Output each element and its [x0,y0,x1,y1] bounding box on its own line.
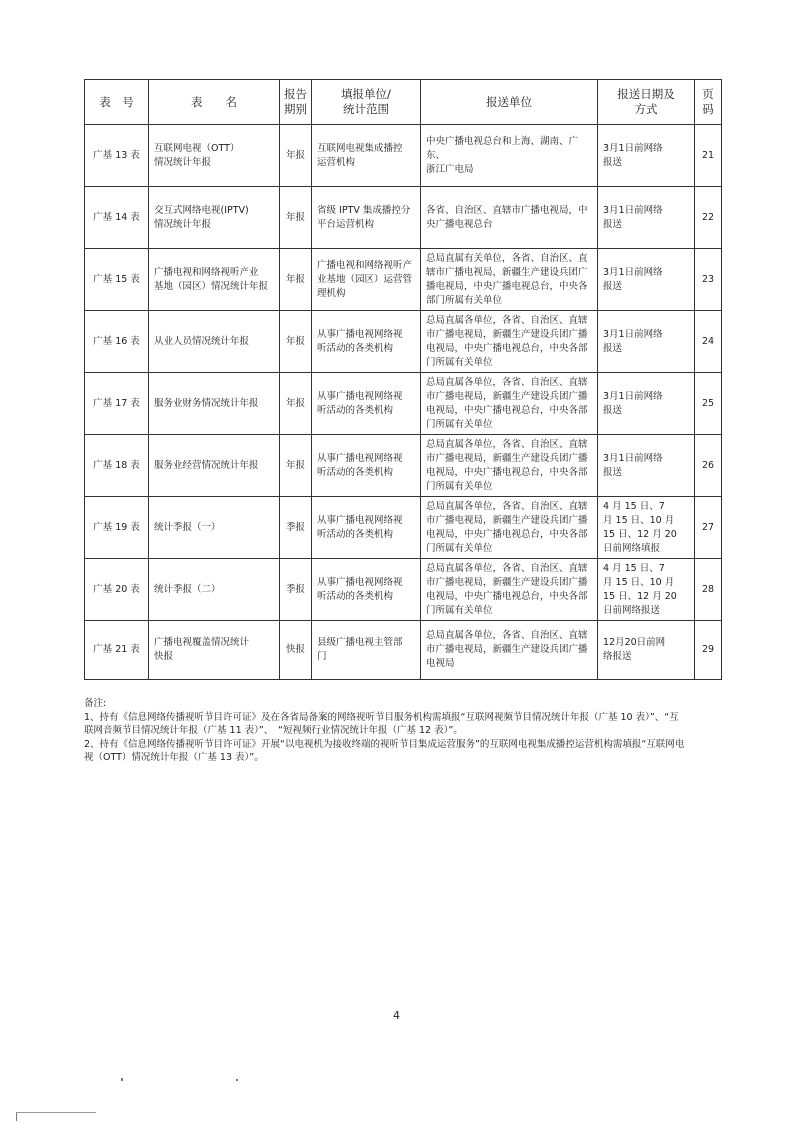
cell-report-period: 年报 [280,311,312,373]
scan-speck [121,1078,123,1081]
cell-submitting-units: 中央广播电视总台和上海、湖南、广东、 浙江广电局 [421,125,598,187]
header-submitting-units: 报送单位 [421,80,598,125]
cell-table-no: 广基 17 表 [85,373,149,435]
cell-submission-date: 12月20日前网 络报送 [598,621,695,680]
cell-submitting-units: 总局直属各单位，各省、自治区、直辖 市广播电视局，新疆生产建设兵团广播 电视局，中央广播电视总台，中央各部 门所属有关单位 [421,311,598,373]
cell-page-no: 28 [695,559,722,621]
cell-submission-date: 3月1日前网络 报送 [598,249,695,311]
cell-table-no: 广基 15 表 [85,249,149,311]
cell-report-period: 年报 [280,125,312,187]
cell-reporting-scope: 广播电视和网络视听产 业基地（园区）运营管 理机构 [312,249,421,311]
cell-reporting-scope: 县级广播电视主管部 门 [312,621,421,680]
cell-table-no: 广基 16 表 [85,311,149,373]
table-row [85,311,722,373]
cell-table-no: 广基 14 表 [85,187,149,249]
cell-table-name: 统计季报（二） [149,559,280,621]
cell-table-name: 交互式网络电视(IPTV) 情况统计年报 [149,187,280,249]
cell-table-no: 广基 21 表 [85,621,149,680]
cell-submission-date: 3月1日前网络 报送 [598,373,695,435]
note-line: 视（OTT）情况统计年报（广基 13 表）”。 [84,752,264,763]
cell-page-no: 26 [695,435,722,497]
cell-page-no: 29 [695,621,722,680]
notes-section [84,697,734,765]
cell-table-name: 广播电视覆盖情况统计 快报 [149,621,280,680]
cell-table-name: 广播电视和网络视听产业 基地（园区）情况统计年报 [149,249,280,311]
cell-reporting-scope: 从事广播电视网络视 听活动的各类机构 [312,373,421,435]
table-row [85,187,722,249]
note-line: 联网音频节目情况统计年报（广基 11 表）”、 “短视频行业情况统计年报（广基 12 表）”。 [84,725,463,736]
cell-report-period: 年报 [280,435,312,497]
cell-report-period: 年报 [280,187,312,249]
cell-page-no: 24 [695,311,722,373]
scan-speck [236,1079,238,1081]
cell-submitting-units: 总局直属有关单位，各省、自治区、直 辖市广播电视局，新疆生产建设兵团广 播电视局，中央广播电视总台，中央各 部门所属有关单位 [421,249,598,311]
cell-submitting-units: 各省、自治区、直辖市广播电视局，中 央广播电视总台 [421,187,598,249]
table-row [85,249,722,311]
table-row [85,125,722,187]
header-page-no: 页 码 [695,80,722,125]
header-reporting-scope: 填报单位/ 统计范围 [312,80,421,125]
header-report-period: 报告 期别 [280,80,312,125]
statistics-report-table [84,79,722,680]
cell-table-name: 服务业经营情况统计年报 [149,435,280,497]
cell-submitting-units: 总局直属各单位，各省、自治区、直辖 市广播电视局，新疆生产建设兵团广播 电视局，中央广播电视总台，中央各部 门所属有关单位 [421,373,598,435]
cell-submitting-units: 总局直属各单位，各省、自治区、直辖 市广播电视局，新疆生产建设兵团广播 电视局，中央广播电视总台，中央各部 门所属有关单位 [421,435,598,497]
cell-table-name: 统计季报（一） [149,497,280,559]
cell-reporting-scope: 从事广播电视网络视 听活动的各类机构 [312,559,421,621]
table-row [85,559,722,621]
header-table-no: 表 号 [85,80,149,125]
header-table-name: 表 名 [149,80,280,125]
cell-submission-date: 4 月 15 日、7 月 15 日、10 月 15 日、12 月 20 日前网络报送 [598,559,695,621]
cell-submitting-units: 总局直属各单位，各省、自治区、直辖 市广播电视局，新疆生产建设兵团广播 电视局，中央广播电视总台，中央各部 门所属有关单位 [421,559,598,621]
cell-table-no: 广基 20 表 [85,559,149,621]
cell-reporting-scope: 省级 IPTV 集成播控分 平台运营机构 [312,187,421,249]
cell-table-name: 服务业财务情况统计年报 [149,373,280,435]
cell-table-name: 互联网电视（OTT） 情况统计年报 [149,125,280,187]
cell-submission-date: 4 月 15 日、7 月 15 日、10 月 15 日、12 月 20 日前网络填报 [598,497,695,559]
table-header-row [85,80,722,125]
cell-page-no: 22 [695,187,722,249]
notes-title: 备注: [84,698,107,709]
cell-reporting-scope: 从事广播电视网络视 听活动的各类机构 [312,497,421,559]
header-submission-date: 报送日期及 方式 [598,80,695,125]
cell-reporting-scope: 互联网电视集成播控 运营机构 [312,125,421,187]
table-row [85,435,722,497]
note-line: 1、持有《信息网络传播视听节目许可证》及在各省局备案的网络视听节目服务机构需填报“互联网视频节目情况统计年报（广基 10 表）”、“互 [84,711,679,723]
cell-submitting-units: 总局直属各单位，各省、自治区、直辖 市广播电视局，新疆生产建设兵团广播 电视局 [421,621,598,680]
cell-page-no: 27 [695,497,722,559]
cell-report-period: 季报 [280,497,312,559]
cell-page-no: 25 [695,373,722,435]
table-row [85,621,722,680]
cell-reporting-scope: 从事广播电视网络视 听活动的各类机构 [312,311,421,373]
scan-edge-mark [16,1112,96,1113]
cell-table-no: 广基 19 表 [85,497,149,559]
cell-submitting-units: 总局直属各单位，各省、自治区、直辖 市广播电视局，新疆生产建设兵团广播 电视局，中央广播电视总台，中央各部 门所属有关单位 [421,497,598,559]
cell-submission-date: 3月1日前网络 报送 [598,311,695,373]
cell-table-name: 从业人员情况统计年报 [149,311,280,373]
table-row [85,497,722,559]
cell-report-period: 年报 [280,373,312,435]
cell-submission-date: 3月1日前网络 报送 [598,187,695,249]
cell-submission-date: 3月1日前网络 报送 [598,125,695,187]
page-number: 4 [393,1009,400,1022]
cell-table-no: 广基 13 表 [85,125,149,187]
cell-report-period: 快报 [280,621,312,680]
cell-report-period: 季报 [280,559,312,621]
scan-edge-mark [16,1112,17,1121]
cell-report-period: 年报 [280,249,312,311]
cell-table-no: 广基 18 表 [85,435,149,497]
cell-page-no: 21 [695,125,722,187]
cell-reporting-scope: 从事广播电视网络视 听活动的各类机构 [312,435,421,497]
cell-submission-date: 3月1日前网络 报送 [598,435,695,497]
cell-page-no: 23 [695,249,722,311]
note-line: 2、持有《信息网络传播视听节目许可证》开展“以电视机为接收终端的视听节目集成运营服务”的互联网电视集成播控运营机构需填报“互联网电 [84,738,685,750]
table-row [85,373,722,435]
